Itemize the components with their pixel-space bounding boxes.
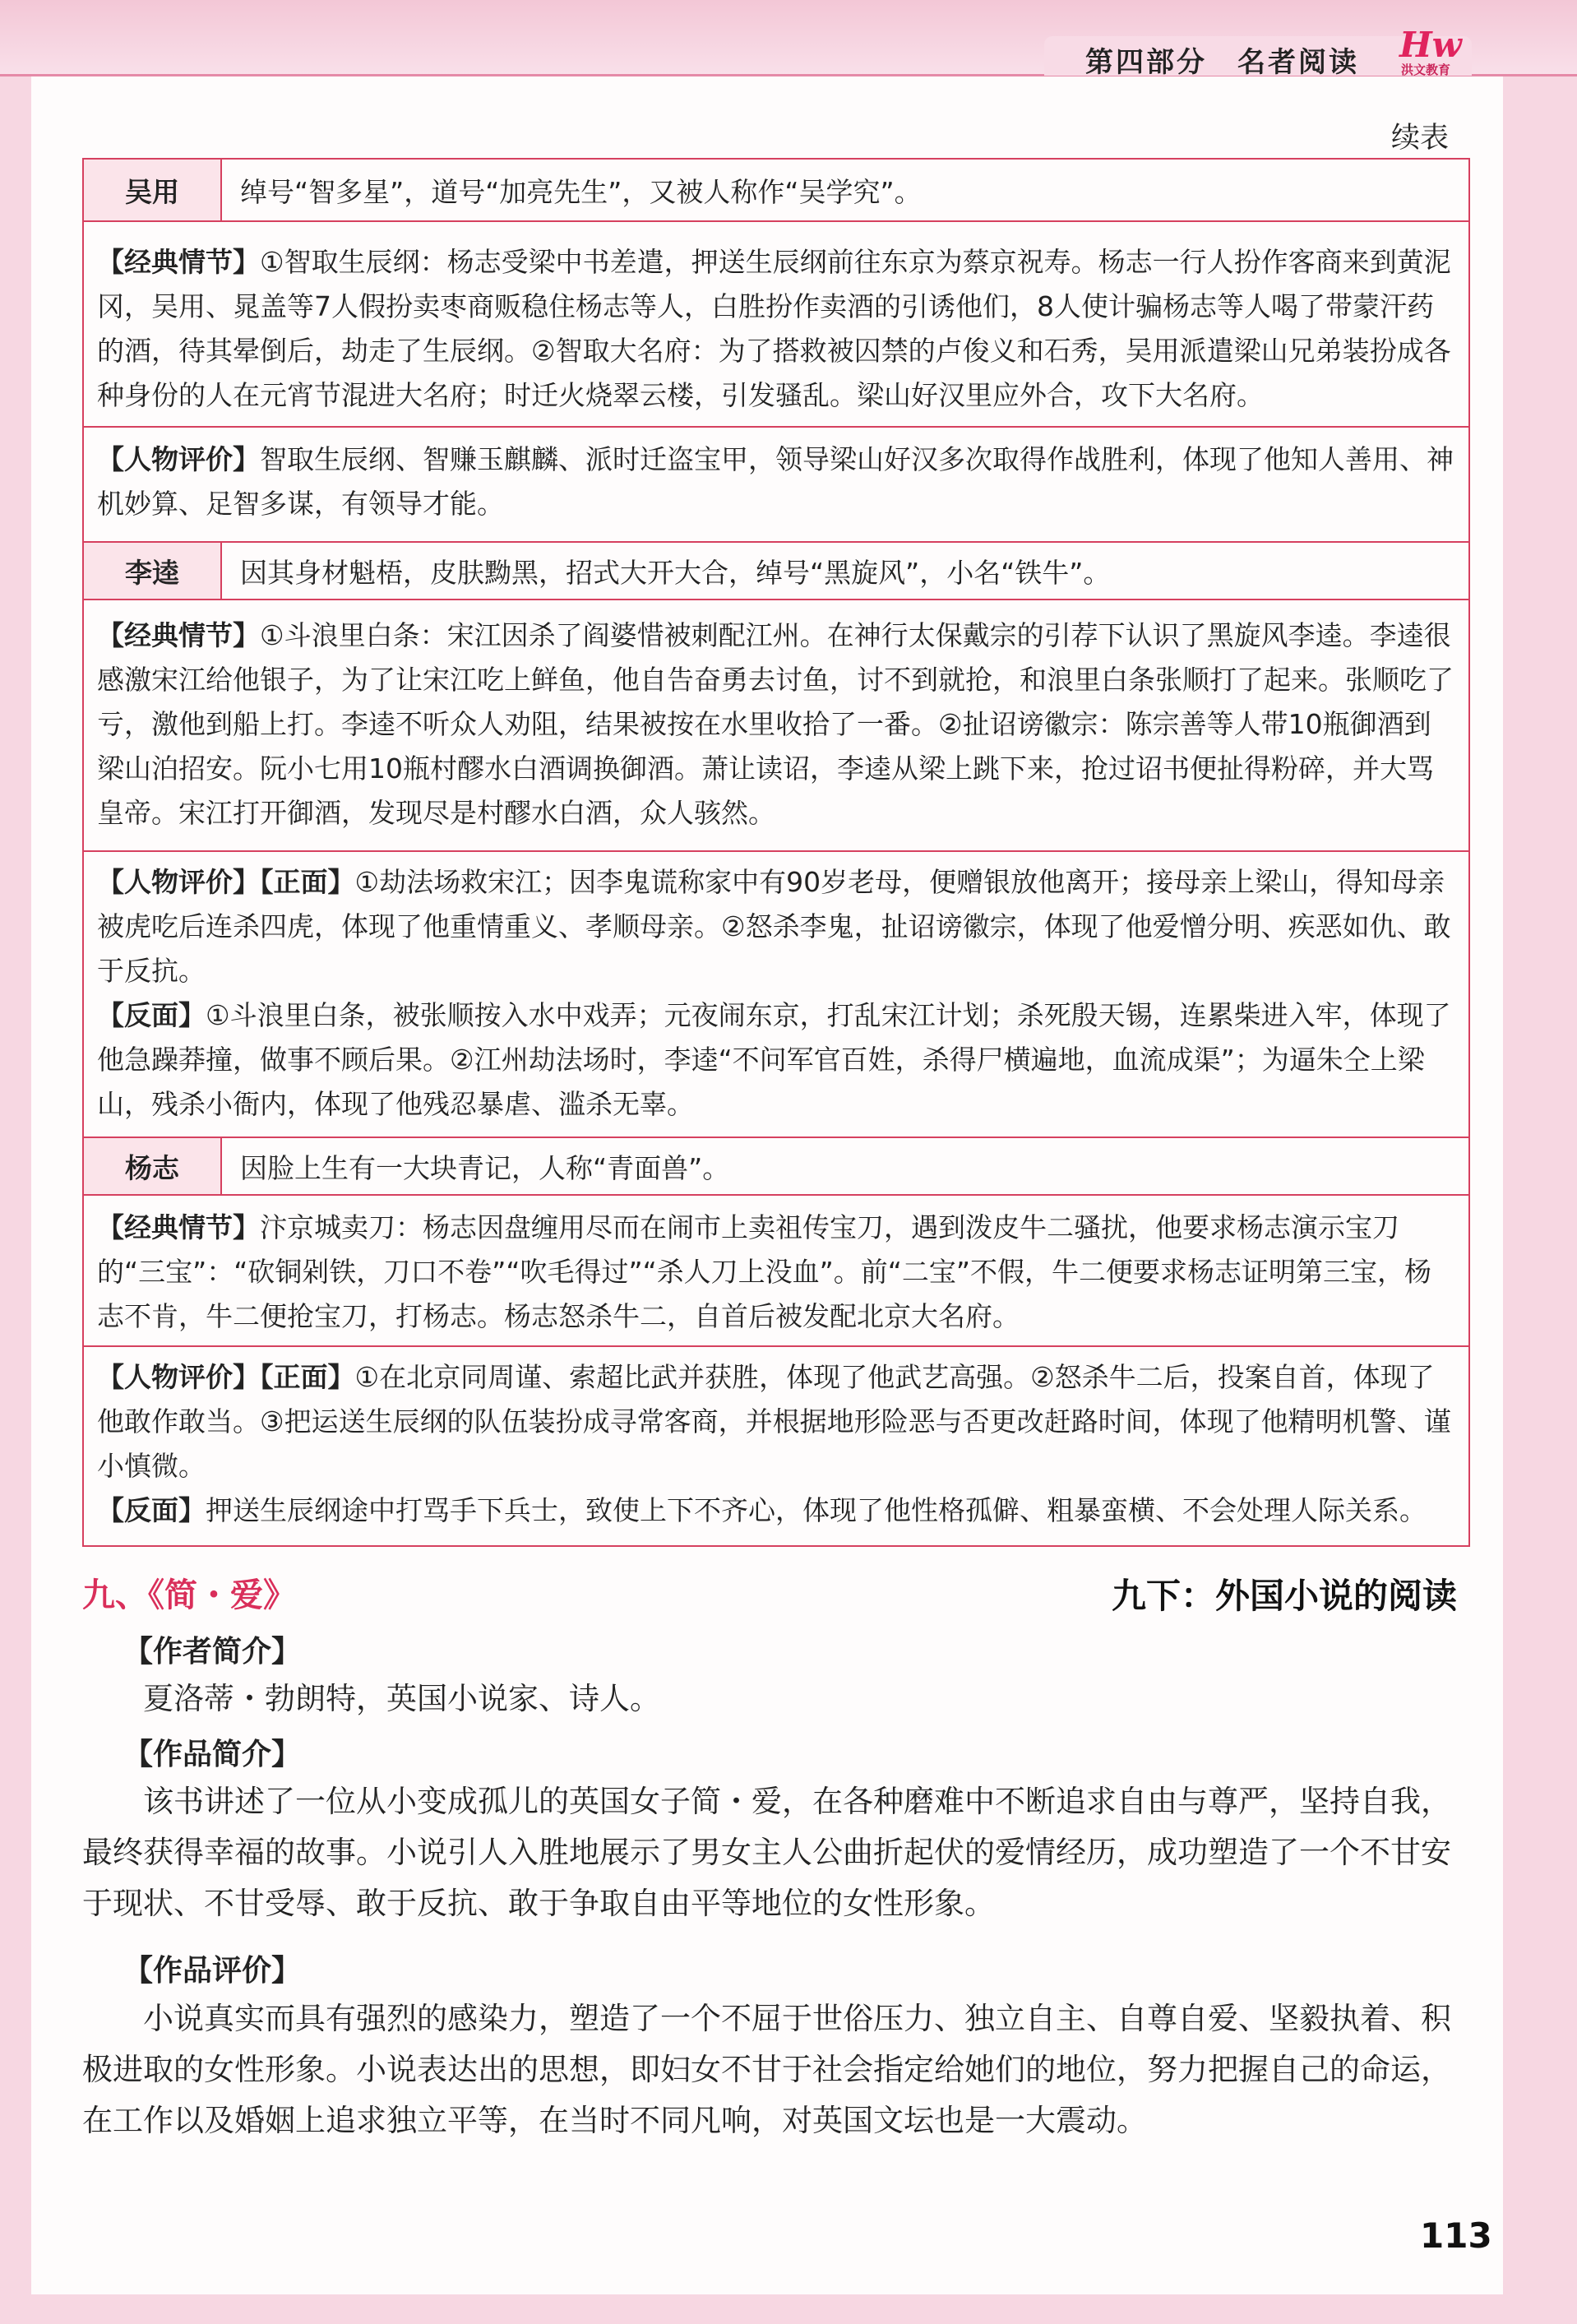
table-continued-note: 续表 — [1391, 122, 1450, 155]
section-heading: 九、《简・爱》 — [82, 1576, 296, 1614]
negative-tag: 【反面】 — [97, 999, 206, 1031]
table-row-evaluation — [84, 850, 1468, 1137]
table-row-evaluation — [84, 1345, 1468, 1545]
author-text: 夏洛蒂・勃朗特，英国小说家、诗人。 — [143, 1681, 660, 1716]
evaluation-paragraph — [97, 437, 1457, 526]
character-name: 李逵 — [84, 543, 222, 599]
work-intro-text: 该书讲述了一位从小变成孤儿的英国女子简・爱，在各种磨难中不断追求自由与尊严，坚持自我，最终获得幸福的故事。小说引人入胜地展示了男女主人公曲折起伏的爱情经历，成功塑造了一个不甘安于现状、不甘受辱、敢于反抗、敢于争取自由平等地位的女性形象。 — [82, 1784, 1451, 1921]
plot-paragraph — [97, 1206, 1457, 1339]
character-name: 吴用 — [84, 160, 222, 220]
evaluation-positive — [97, 860, 1457, 993]
negative-text: 押送生辰纲途中打骂手下兵士，致使上下不齐心，体现了他性格孤僻、粗暴蛮横、不会处理人际关系。 — [206, 1494, 1427, 1526]
positive-tag: 【正面】 — [260, 866, 355, 898]
character-name: 杨志 — [84, 1138, 222, 1194]
evaluation-negative — [97, 993, 1457, 1127]
evaluation-tag: 【人物评价】 — [97, 1361, 260, 1393]
table-row-name — [84, 160, 1468, 220]
evaluation-negative — [97, 1488, 1457, 1533]
logo-mark: Hw — [1399, 25, 1462, 65]
plot-text: ①智取生辰纲：杨志受梁中书差遣，押送生辰纲前往东京为蔡京祝寿。杨志一行人扮作客商来到黄泥冈，吴用、晁盖等7人假扮卖枣商贩稳住杨志等人，白胜扮作卖酒的引诱他们，8人使计骗杨志等人喝了带蒙汗药的酒，待其晕倒后，劫走了生辰纲。②智取大名府：为了搭救被囚禁的卢俊义和石秀，吴用派遣梁山兄弟装扮成各种身份的人在元宵节混进大名府；时迁火烧翠云楼，引发骚乱。梁山好汉里应外合，攻下大名府。 — [97, 246, 1451, 411]
positive-text: ①劫法场救宋江；因李鬼谎称家中有90岁老母，便赠银放他离开；接母亲上梁山，得知母亲被虎吃后连杀四虎，体现了他重情重义、孝顺母亲。②怒杀李鬼，扯诏谤徽宗，体现了他爱憎分明、疾恶如仇、敢于反抗。 — [97, 866, 1451, 987]
plot-text: 汴京城卖刀：杨志因盘缠用尽而在闹市上卖祖传宝刀，遇到泼皮牛二骚扰，他要求杨志演示宝刀的“三宝”：“砍铜剁铁，刀口不卷”“吹毛得过”“杀人刀上没血”。前“二宝”不假，牛二便要求杨志证明第三宝，杨志不肯，牛二便抢宝刀，打杨志。杨志怒杀牛二，自首后被发配北京大名府。 — [97, 1211, 1431, 1332]
character-table — [82, 158, 1470, 1547]
evaluation-tag: 【人物评价】 — [97, 866, 260, 898]
unit-title: 九下：外国小说的阅读 — [1112, 1576, 1458, 1616]
table-row-evaluation — [84, 426, 1468, 541]
plot-paragraph — [97, 613, 1457, 836]
plot-tag: 【经典情节】 — [97, 619, 260, 651]
negative-tag: 【反面】 — [97, 1494, 206, 1526]
evaluation-positive — [97, 1355, 1457, 1488]
logo-text: 洪文教育 — [1401, 62, 1451, 77]
table-row-plot — [84, 220, 1468, 426]
character-alias: 绰号“智多星”，道号“加亮先生”，又被人称作“吴学究”。 — [240, 175, 922, 208]
negative-text: ①斗浪里白条，被张顺按入水中戏弄；元夜闹东京，打乱宋江计划；杀死殷天锡，连累柴进入牢，体现了他急躁莽撞，做事不顾后果。②江州劫法场时，李逵“不问军官百姓，杀得尸横遍地，血流成渠”；为逼朱仝上梁山，残杀小衙内，体现了他残忍暴虐、滥杀无辜。 — [97, 999, 1451, 1120]
table-row-plot — [84, 599, 1468, 850]
evaluation-text: 智取生辰纲、智赚玉麒麟、派时迁盗宝甲，领导梁山好汉多次取得作战胜利，体现了他知人善用、神机妙算、足智多谋，有领导才能。 — [97, 443, 1454, 520]
work-evaluation-label: 【作品评价】 — [123, 1954, 302, 1988]
plot-tag: 【经典情节】 — [97, 246, 260, 278]
plot-text: ①斗浪里白条：宋江因杀了阎婆惜被刺配江州。在神行太保戴宗的引荐下认识了黑旋风李逵。李逵很感激宋江给他银子，为了让宋江吃上鲜鱼，他自告奋勇去讨鱼，讨不到就抢，和浪里白条张顺打了起来。张顺吃了亏，激他到船上打。李逵不听众人劝阻，结果被按在水里收拾了一番。②扯诏谤徽宗：陈宗善等人带10瓶御酒到梁山泊招安。阮小七用10瓶村醪水白酒调换御酒。萧让读诏，李逵从梁上跳下来，抢过诏书便扯得粉碎，并大骂皇帝。宋江打开御酒，发现尽是村醪水白酒，众人骇然。 — [97, 619, 1454, 829]
plot-tag: 【经典情节】 — [97, 1211, 260, 1243]
work-evaluation-text: 小说真实而具有强烈的感染力，塑造了一个不屈于世俗压力、独立自主、自尊自爱、坚毅执着、积极进取的女性形象。小说表达出的思想，即妇女不甘于社会指定给她们的地位，努力把握自己的命运，在工作以及婚姻上追求独立平等，在当时不同凡响，对英国文坛也是一大震动。 — [82, 2001, 1451, 2138]
positive-text: ①在北京同周谨、索超比武并获胜，体现了他武艺高强。②怒杀牛二后，投案自首，体现了他敢作敢当。③把运送生辰纲的队伍装扮成寻常客商，并根据地形险恶与否更改赶路时间，体现了他精明机警、谨小慎微。 — [97, 1361, 1451, 1482]
evaluation-tag: 【人物评价】 — [97, 443, 260, 475]
table-row-name — [84, 541, 1468, 599]
character-alias: 因脸上生有一大块青记，人称“青面兽”。 — [240, 1151, 730, 1184]
plot-paragraph — [97, 240, 1457, 418]
table-row-plot — [84, 1194, 1468, 1345]
positive-tag: 【正面】 — [260, 1361, 355, 1393]
table-row-name — [84, 1137, 1468, 1194]
publisher-logo — [1396, 25, 1493, 77]
page-number: 113 — [1420, 2215, 1492, 2256]
author-label: 【作者简介】 — [123, 1635, 302, 1669]
character-alias: 因其身材魁梧，皮肤黝黑，招式大开大合，绰号“黑旋风”，小名“铁牛”。 — [240, 556, 1111, 589]
work-intro-label: 【作品简介】 — [123, 1738, 302, 1771]
section-title: 第四部分 名者阅读 — [1085, 46, 1359, 79]
